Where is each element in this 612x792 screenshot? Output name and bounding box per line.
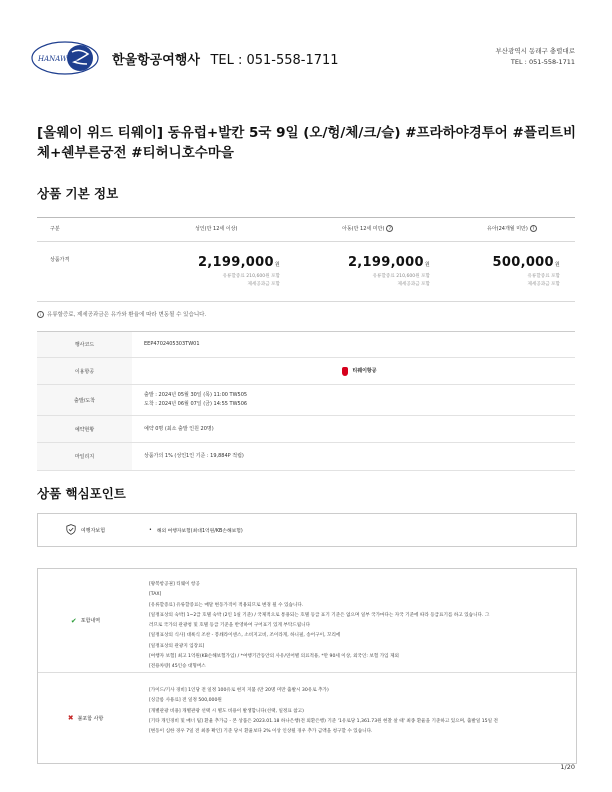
product-detail-table bbox=[37, 331, 575, 471]
mileage-label: 마일리지 bbox=[37, 443, 132, 470]
inclusion-box bbox=[37, 568, 577, 764]
shield-check-icon bbox=[66, 524, 76, 537]
col-adult-header: 성인(만 12세 이상) bbox=[195, 226, 238, 232]
list-item: [여행자 보험] 최고 1억원(KB손해보험가입) / *여행기간동안의 사유/연어별 의료적용, *만 90세 이상, 외국인: 보험 가입 제외 bbox=[149, 654, 399, 660]
arrive-info: 도착 : 2024년 06월 07일 (금) 14:55 TW506 bbox=[144, 401, 248, 407]
excluded-label: 불포함 사항 bbox=[77, 715, 104, 722]
list-item: 러므로 국가의 관광청 및 호텔 등급 기준을 반영하여 구어표기 있게 부탁드립니다 bbox=[149, 623, 311, 629]
airline-logo-icon bbox=[342, 367, 348, 376]
list-item: [싱글룸 사용료] 전 일정 500,000원 bbox=[149, 698, 222, 704]
agency-name: 한울항공여행사 bbox=[112, 53, 200, 68]
check-icon: ✔ bbox=[70, 616, 77, 625]
detail-row-code bbox=[37, 332, 575, 358]
excluded-list bbox=[149, 686, 574, 737]
agency-address-block bbox=[496, 46, 575, 68]
page-number: 1/20 bbox=[560, 763, 575, 771]
insurance-value: 해외 여행자보험(최대1억원/KB손해보험) bbox=[156, 528, 243, 534]
mileage-value: 상품가의 1% (성인1인 기준 : 19,884P 적립) bbox=[144, 453, 244, 459]
list-item: [개별관광 비용] 개별관광 선택 시 별도 비용이 발생합니다(선택, 일정표 참고) bbox=[149, 708, 304, 714]
info-icon: i bbox=[37, 311, 44, 318]
detail-row-schedule bbox=[37, 385, 575, 416]
list-item: [일정표상의 숙박] 1~2급 호텔 숙박 (2인 1실 기준) / 국제적으로 통용되는 호텔 등급 표기 기준은 없으며 일부 국가마다는 자국 기준에 따라 등급표기를 하고 있습니다. 그 bbox=[149, 612, 490, 618]
included-label-cell bbox=[38, 569, 133, 672]
price-notice bbox=[37, 310, 206, 318]
col-infant-header bbox=[487, 225, 537, 232]
code-label: 행사코드 bbox=[37, 332, 132, 357]
won-unit: 원 bbox=[274, 262, 280, 268]
col-child-label: 아동(만 12세 미만) bbox=[342, 226, 385, 232]
question-icon[interactable]: ? bbox=[386, 225, 393, 232]
insurance-value-cell bbox=[133, 514, 576, 546]
included-list bbox=[149, 580, 574, 673]
seats-value: 예약 0명 (최소 출발 인원 20명) bbox=[144, 425, 214, 432]
agency-phone: TEL : 051-558-1711 bbox=[210, 53, 339, 68]
agency-title bbox=[112, 49, 339, 68]
adult-price-cell bbox=[150, 255, 280, 289]
excluded-label-cell bbox=[38, 673, 133, 763]
won-unit: 원 bbox=[554, 262, 560, 268]
list-item: [기타 개인경비 및 매너 팁] 환율 추가금 - 본 상품은 2023.01.18 하나은행(전 외환은행) 기준 '1유로당 1,361.73원 현찰 살 때' 최종 환율을 기준하고 있으며, 출발일 15일 전 bbox=[149, 718, 498, 724]
basic-info-heading: 상품 기본 정보 bbox=[37, 186, 119, 201]
list-item: [유류할증료] 유류할증료는 매달 변동가격이 적용되므로 변경 될 수 있습니다. bbox=[149, 602, 304, 608]
col-type-header: 구분 bbox=[50, 226, 60, 232]
close-icon: ✖ bbox=[67, 714, 74, 722]
child-fuel: 유류할증료 210,600원 포함 bbox=[372, 274, 430, 279]
col-child-header bbox=[342, 225, 393, 232]
child-price: 2,199,000 bbox=[347, 255, 424, 270]
list-item: [왕복항공권] 티웨이 항공 bbox=[149, 582, 200, 587]
table-bottom-border bbox=[37, 301, 575, 302]
logo-wordmark: HANAWUL bbox=[38, 55, 78, 63]
detail-row-mileage bbox=[37, 443, 575, 471]
detail-row-seats bbox=[37, 416, 575, 443]
price-row-label: 상품가격 bbox=[50, 257, 70, 263]
insurance-label-cell bbox=[38, 514, 133, 546]
agency-address: 부산광역시 동래구 충렬대로 bbox=[495, 47, 575, 55]
list-item: [변동이 심한 경우 7일 전 최종 확인] 기준 당시 환율보다 2% 이상 인상될 경우 추가 금액을 청구할 수 있습니다. bbox=[149, 729, 373, 735]
list-item: [가이드/기사 경비] 1인당 전 일정 100유로 현지 지불 (만 20명 미만 출발시 30유로 추가) bbox=[149, 688, 329, 693]
insurance-label: 여행자보험 bbox=[80, 527, 106, 534]
list-item: [TAX] bbox=[149, 592, 162, 598]
child-price-cell bbox=[300, 255, 430, 289]
list-item: [일정표상의 식사] 대륙식 조찬 - 봉쇄라이센스, 소비지고비, 조이라게, 하니필, 송어구이, 꼬리에 bbox=[149, 633, 341, 639]
col-infant-label: 유아(24개월 미만) bbox=[487, 226, 528, 232]
infant-tax: 제세공과금 포함 bbox=[527, 282, 560, 287]
included-label: 포함내역 bbox=[80, 618, 101, 624]
agency-logo bbox=[30, 40, 100, 76]
list-item: [전용차량] 45인승 대형버스 bbox=[149, 664, 206, 670]
infant-price-cell bbox=[430, 255, 560, 289]
list-item: [일정표상의 관광지 입장료] bbox=[149, 643, 205, 649]
adult-fuel: 유류할증료 210,600원 포함 bbox=[222, 274, 280, 279]
agency-address-tel: TEL : 051-558-1711 bbox=[510, 58, 575, 66]
table-top-border bbox=[37, 217, 575, 218]
insurance-box bbox=[37, 513, 577, 547]
detail-row-airline bbox=[37, 358, 575, 385]
child-tax: 제세공과금 포함 bbox=[397, 282, 430, 287]
depart-info: 출발 : 2024년 05월 30일 (목) 11:00 TW505 bbox=[144, 392, 248, 398]
table-header-divider bbox=[37, 241, 575, 242]
adult-tax: 제세공과금 포함 bbox=[247, 282, 280, 287]
question-icon[interactable]: ? bbox=[530, 225, 537, 232]
bullet-icon: • bbox=[149, 527, 152, 533]
code-value: EEP4702405303TW01 bbox=[144, 341, 200, 347]
price-notice-text: 유류할증료, 제세공과금은 유가와 환율에 따라 변동될 수 있습니다. bbox=[47, 312, 207, 318]
airline-value: 티웨이항공 bbox=[352, 367, 377, 374]
infant-price: 500,000 bbox=[492, 255, 554, 270]
airline-label: 이용항공 bbox=[37, 358, 132, 384]
infant-fuel: 유류할증료 포함 bbox=[527, 274, 560, 279]
product-title: [올웨이 위드 티웨이] 동유럽+발칸 5국 9일 (오/헝/체/크/슬) #프라하야경투어 #플리트비체+쉔부른궁전 #티허니호수마을 bbox=[37, 125, 576, 161]
seats-label: 예약현황 bbox=[37, 416, 132, 442]
highlights-heading: 상품 핵심포인트 bbox=[37, 486, 126, 501]
adult-price: 2,199,000 bbox=[197, 255, 274, 270]
schedule-label: 출발/도착 bbox=[37, 385, 132, 415]
won-unit: 원 bbox=[424, 262, 430, 268]
